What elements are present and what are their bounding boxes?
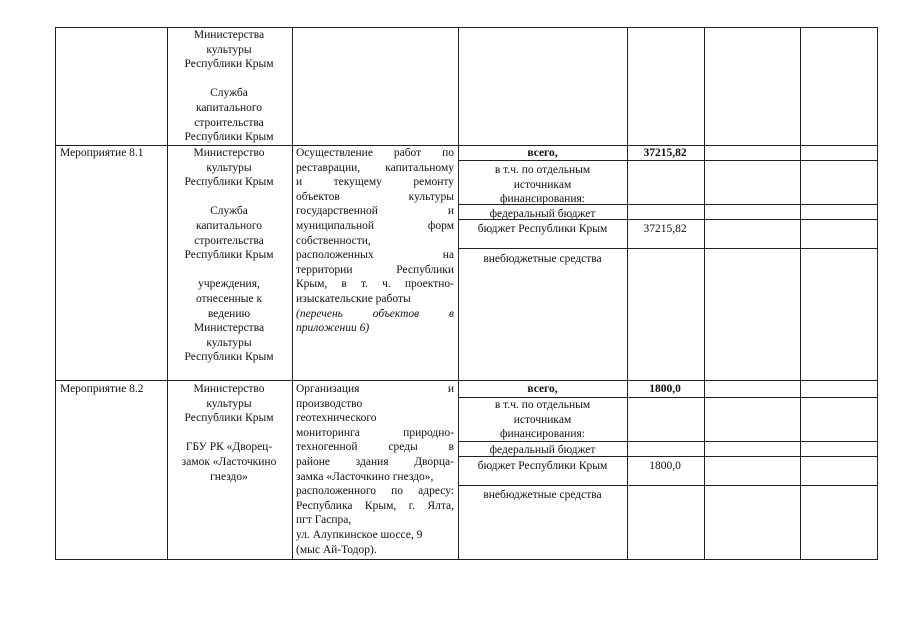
executors-8-2: Министерство культуры Республики Крым ГБУ РК «Дворец- замок «Ласточкино гнездо» bbox=[181, 383, 277, 483]
executors-row0: Министерства культуры Республики Крым Служба капитального строительства Республики Крым bbox=[184, 29, 274, 144]
description-8-2: Организация и производство геотехнического мониторинга природно- техногенной среды в районе здания Дворца- замка «Ласточкино гнездо», расположенного по адресу: Республика Крым, г. Ялта, пгт Гаспра, ул. Алупкинское шоссе, 9 (мыс Ай-Тодор). bbox=[296, 383, 454, 556]
measure-8-2-label: Мероприятие 8.2 bbox=[60, 383, 144, 395]
row-border bbox=[55, 380, 878, 381]
funding-republic-label-8-1: бюджет Республики Крым bbox=[477, 223, 608, 235]
funding-incl-label-8-1: в т.ч. по отдельным источникам финансирования: bbox=[494, 164, 591, 206]
table-vertical-rule bbox=[704, 27, 705, 559]
table-horizontal-rule bbox=[458, 485, 878, 486]
funding-republic-label-8-2: бюджет Республики Крым bbox=[477, 460, 608, 472]
table-vertical-rule bbox=[458, 27, 459, 559]
table-vertical-rule bbox=[55, 27, 56, 559]
table-horizontal-rule bbox=[458, 248, 878, 249]
funding-federal-label-8-1: федеральный бюджет bbox=[489, 208, 596, 220]
total-value-8-2: 1800,0 bbox=[649, 383, 681, 395]
funding-federal-label-8-2: федеральный бюджет bbox=[489, 444, 596, 456]
table-vertical-rule bbox=[877, 27, 878, 559]
table-vertical-rule bbox=[292, 27, 293, 559]
measure-8-1-label: Мероприятие 8.1 bbox=[60, 147, 144, 159]
funding-incl-label-8-2: в т.ч. по отдельным источникам финансирования: bbox=[494, 399, 591, 441]
table-vertical-rule bbox=[800, 27, 801, 559]
funding-total-label-8-2: всего, bbox=[527, 383, 558, 395]
executors-8-1: Министерство культуры Республики Крым Служба капитального строительства Республики Крым учреждения, отнесенные к ведению Министерства культуры Республики Крым bbox=[184, 147, 274, 364]
funding-offbudget-label-8-1: внебюджетные средства bbox=[483, 253, 602, 265]
table-vertical-rule bbox=[167, 27, 168, 559]
table-vertical-rule bbox=[627, 27, 628, 559]
republic-value-8-1: 37215,82 bbox=[643, 223, 687, 235]
funding-offbudget-label-8-2: внебюджетные средства bbox=[483, 489, 602, 501]
table-bottom-border bbox=[55, 559, 878, 560]
description-8-1: Осуществление работ по реставрации, капитальному и текущему ремонту объектов культуры государственной и муниципальной форм собственности, расположенных на территории Республики Крым, в т. ч. проектно- изыскательские работы (перечень объектов в приложении 6) bbox=[296, 147, 454, 335]
funding-total-label-8-1: всего, bbox=[527, 147, 558, 159]
total-value-8-1: 37215,82 bbox=[643, 147, 687, 159]
republic-value-8-2: 1800,0 bbox=[649, 460, 681, 472]
